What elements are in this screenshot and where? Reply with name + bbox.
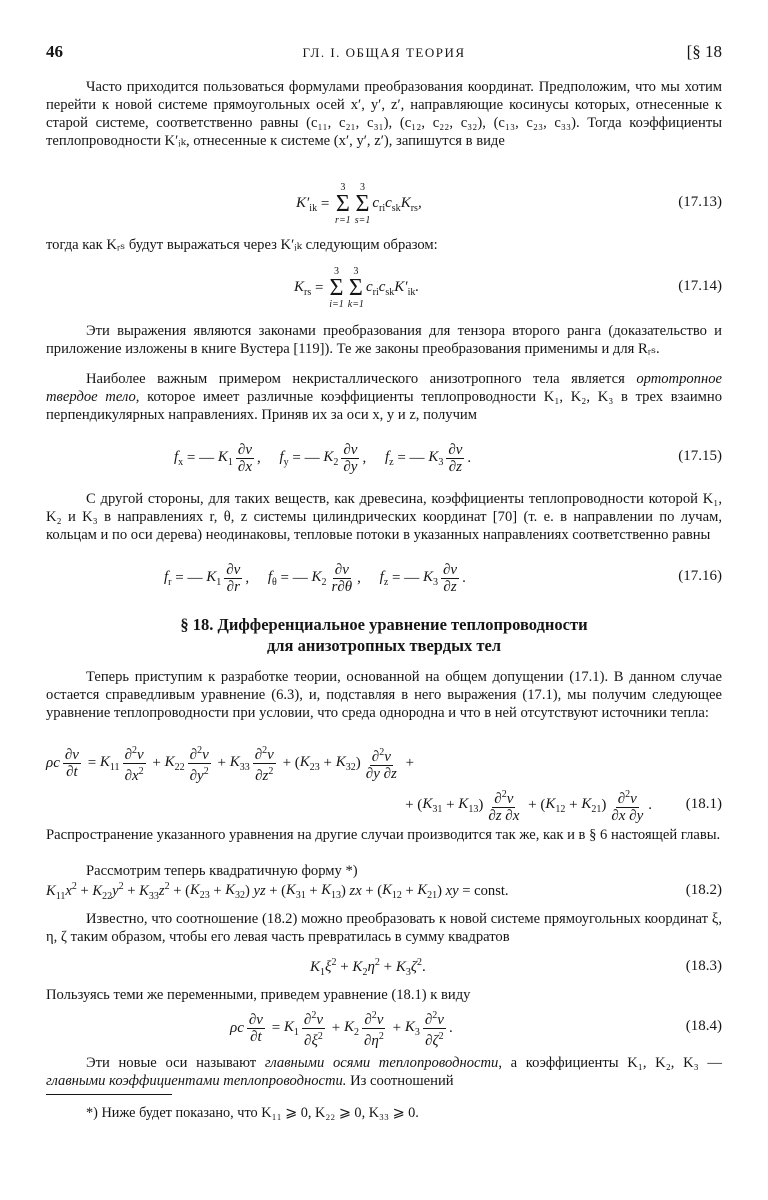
- equation-number: (18.3): [685, 958, 722, 974]
- chapter-title: ГЛ. I. ОБЩАЯ ТЕОРИЯ: [302, 45, 466, 60]
- paragraph-extension: Распространение указанного уравнения на другие случаи производится так же, как и в § 6 настоящей главы.: [46, 827, 721, 843]
- paragraph-principal-axes: Известно, что соотношение (18.2) можно преобразовать к новой системе прямоугольных координат ξ, η, ζ таким образом, чтобы его левая часть превратилась в сумму квадратов: [46, 911, 722, 945]
- equation-17-15: [46, 432, 722, 484]
- paragraph-theory: Теперь приступим к разработке теории, основанной на общем допущении (17.1). В данном случае остается справедливым уравнение (6.3), и, подставляя в него выражения (17.1), мы получим следующее уравнение теплопроводности при условии, что среда однородна и что в ней отсутствуют источники тепла:: [46, 669, 722, 721]
- equation-17-13: [46, 178, 722, 230]
- footnote-rule: [46, 1094, 172, 1095]
- equation-body: $K_{11}x^2$ + $K_{22}y^2$ + $K_{33}z^2$ + ( $K_{23}$ + $K_{32}$ ) yz + ( $K_{31}$ + $K_{13}$ ) zx + ( $K_{12}$ + $K_{21}$ ) xy = const.: [46, 880, 509, 902]
- section-heading: [46, 614, 722, 656]
- running-header: [46, 42, 722, 64]
- equation-line-2: + ( $K_{31}$ + $K_{13}$ ) $\frac{\partial^2v}{\partial z \partial x}$ + ( $K_{12}$ + $K_{21}$ ) $\frac{\partial^2v}{\partial x \partial y}$ .: [405, 788, 652, 824]
- paragraph-inverse: тогда как Kᵣₛ будут выражаться через K′ᵢₖ следующим образом:: [46, 237, 438, 253]
- book-page: [46, 0, 722, 1200]
- equation-18-3: [46, 953, 722, 981]
- const-label: const.: [474, 882, 509, 899]
- equation-17-16: [46, 552, 722, 604]
- equation-18-4: [46, 1002, 722, 1054]
- equation-number: (17.15): [678, 448, 722, 464]
- equation-body: $f_r$ = — $K_1$ $\frac{\partial v}{\partial r}$ , $f_\theta$ = — $K_2$ $\frac{\partial v}{r\partial\theta}$ , $f_z$ = — $K_3$ $\frac{\partial v}{\partial z}$ .: [164, 561, 466, 595]
- paragraph-principal-coefficients: Эти новые оси называют главными осями теплопроводности, а коэффициенты K₁, K₂, K₃ — главными коэффициентами теплопроводности. Из соотношений: [46, 1055, 722, 1089]
- equation-body: $K'_{ik}$ = 3 Σ r=1 3 Σ s=1 $c_{ri}c_{sk}K_{rs}$,: [296, 182, 422, 226]
- footnote: *) Ниже будет показано, что K₁₁ ⩾ 0, K₂₂ ⩾ 0, K₃₃ ⩾ 0.: [86, 1105, 419, 1121]
- section-heading-line-2: для анизотропных твердых тел: [266, 636, 502, 655]
- equation-body: ρc $\frac{\partial v}{\partial t}$ = $K_1$ $\frac{\partial^2v}{\partial\xi^2}$ + $K_2$ $\frac{\partial^2v}{\partial\eta^2}$ + $K_3$ $\frac{\partial^2v}{\partial\zeta^2}$ .: [230, 1009, 453, 1049]
- section-heading-line-1: § 18. Дифференциальное уравнение теплопроводности: [180, 615, 588, 634]
- equation-18-1: [46, 740, 722, 830]
- equation-number: (18.1): [685, 796, 722, 812]
- paragraph-orthotropic: Наиболее важным примером некристаллического анизотропного тела является ортотропное твердое тело, которое имеет различные коэффициенты теплопроводности K₁, K₂, K₃ в трех взаимно перпендикулярных направлениях. Приняв их за оси x, y и z, получим: [46, 371, 722, 423]
- page-number: 46: [46, 42, 63, 61]
- equation-body: $K_1\xi^2$ + $K_2\eta^2$ + $K_3\zeta^2$ .: [310, 956, 426, 978]
- equation-number: (17.16): [678, 568, 722, 584]
- equation-18-2: [46, 876, 722, 906]
- equation-17-14: [46, 262, 722, 314]
- paragraph-quadratic-form: Рассмотрим теперь квадратичную форму *): [86, 863, 358, 879]
- equation-body: $f_x$ = — $K_1$ $\frac{\partial v}{\partial x}$ , $f_y$ = — $K_2$ $\frac{\partial v}{\partial y}$ , $f_z$ = — $K_3$ $\frac{\partial v}{\partial z}$ .: [174, 441, 472, 475]
- equation-line-1: ρc $\frac{\partial v}{\partial t}$ = $K_{11}$ $\frac{\partial^2v}{\partial x^2}$ + $K_{22}$ $\frac{\partial^2v}{\partial y^2}$ + $K_{33}$ $\frac{\partial^2v}{\partial z^2}$ + ( $K_{23}$ + $K_{32}$ ) $\frac{\partial^2v}{\partial y \partial z}$ +: [46, 744, 415, 784]
- paragraph-wood: С другой стороны, для таких веществ, как древесина, коэффициенты теплопроводности которой K₁, K₂ и K₃ в направлениях r, θ, z системы цилиндрических координат [70] (т. е. в направлении по лучам, кольцам и по оси дерева) неодинаковы, тепловые потоки в указанных направлениях соответственно равны: [46, 491, 722, 543]
- paragraph-transform-intro: Часто приходится пользоваться формулами преобразования координат. Предположим, что мы хотим перейти к новой системе прямоугольных осей x′, y′, z′, направляющие косинусы которых, отнесенные к старой системе, соответственно равны (c₁₁, c₂₁, c₃₁), (c₁₂, c₂₂, c₃₂), (c₁₃, c₂₃, c₃₃). Тогда коэффициенты теплопроводности K′ᵢₖ, отнесенные к системе (x′, y′, z′), запишутся в виде: [46, 79, 722, 149]
- section-marker: [§ 18: [686, 42, 722, 61]
- paragraph-reduce: Пользуясь теми же переменными, приведем уравнение (18.1) к виду: [46, 987, 471, 1003]
- equation-number: (18.4): [685, 1018, 722, 1034]
- equation-body: $K_{rs}$ = 3 Σ i=1 3 Σ k=1 $c_{ri}c_{sk}K'_{ik}$.: [294, 266, 420, 310]
- equation-number: (18.2): [685, 882, 722, 898]
- equation-number: (17.14): [678, 278, 722, 294]
- paragraph-tensor-laws: Эти выражения являются законами преобразования для тензора второго ранга (доказательство и приложение изложены в книге Вустера [119]). Те же законы преобразования применимы и для Rᵣₛ.: [46, 323, 722, 357]
- equation-number: (17.13): [678, 194, 722, 210]
